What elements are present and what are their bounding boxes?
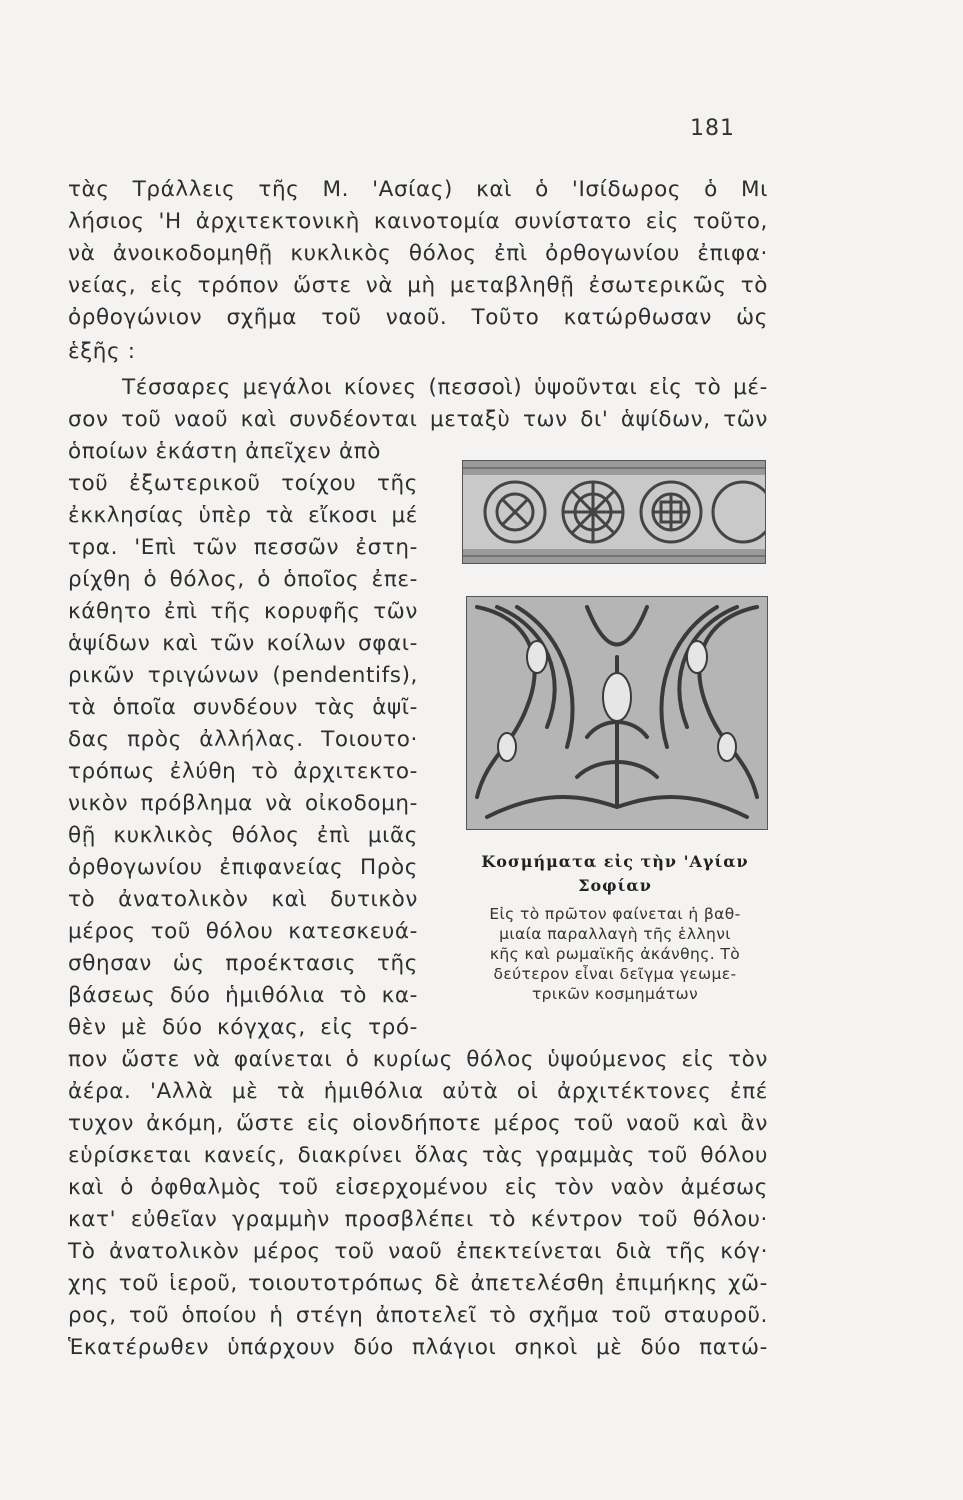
- text-line: νικὸν πρόβλημα νὰ οἰκοδομη-: [68, 791, 418, 816]
- text-line: ὀρθογώνιον σχῆμα τοῦ ναοῦ. Τοῦτο κατώρθωσαν ὡς: [68, 305, 768, 330]
- figure-caption-title: Σοφίαν: [578, 876, 652, 895]
- text-line: τοῦ ἐξωτερικοῦ τοίχου τῆς: [68, 471, 418, 496]
- text-line: ρικῶν τριγώνων (pendentifs),: [68, 663, 418, 688]
- text-line: τὸ ἀνατολικὸν καὶ δυτικὸν: [68, 887, 418, 912]
- page-number: 181: [690, 116, 735, 141]
- text-line: Τέσσαρες μεγάλοι κίονες (πεσσοὶ) ὑψοῦνται εἰς τὸ μέ-: [122, 375, 768, 400]
- text-line: ὀρθογωνίου ἐπιφανείας Πρὸς: [68, 855, 418, 880]
- text-line: θὲν μὲ δύο κόγχας, εἰς τρό-: [68, 1015, 418, 1040]
- text-line: πον ὥστε νὰ φαίνεται ὁ κυρίως θόλος ὑψούμενος εἰς τὸν: [68, 1047, 768, 1072]
- text-line: τὰ ὁποῖα συνδέουν τὰς ἁψῖ-: [68, 695, 418, 720]
- text-line: εὑρίσκεται κανείς, διακρίνει ὅλας τὰς γραμμὰς τοῦ θόλου: [68, 1143, 768, 1168]
- text-line: νὰ ἀνοικοδομηθῇ κυκλικὸς θόλος ἐπὶ ὀρθογωνίου ἐπιφα·: [68, 241, 768, 266]
- text-line: τρα. 'Επὶ τῶν πεσσῶν ἐστη-: [68, 535, 418, 560]
- text-line: βάσεως δύο ἡμιθόλια τὸ κα-: [68, 983, 418, 1008]
- text-line: δας πρὸς ἀλλήλας. Τοιουτο·: [68, 727, 418, 752]
- text-line: νείας, εἰς τρόπον ὥστε νὰ μὴ μεταβληθῇ ἐσωτερικῶς τὸ: [68, 273, 768, 298]
- text-line: ρος, τοῦ ὁποίου ἡ στέγη ἀποτελεῖ τὸ σχῆμα τοῦ σταυροῦ.: [68, 1303, 768, 1328]
- text-line: χης τοῦ ἱεροῦ, τοιουτοτρόπως δὲ ἀπετελέσθη ἐπιμήκης χῶ-: [68, 1271, 768, 1296]
- text-line: κατ' εὐθεῖαν γραμμὴν προσβλέπει τὸ κέντρον τοῦ θόλου·: [68, 1207, 768, 1232]
- text-line: Τὸ ἀνατολικὸν μέρος τοῦ ναοῦ ἐπεκτείνεται διὰ τῆς κόγ·: [68, 1239, 768, 1264]
- text-line: ἀέρα. 'Αλλὰ μὲ τὰ ἡμιθόλια αὐτὰ οἱ ἀρχιτέκτονες ἐπέ: [68, 1079, 768, 1104]
- text-line: Ἑκατέρωθεν ὑπάρχουν δύο πλάγιοι σηκοὶ μὲ δύο πατώ-: [68, 1335, 768, 1360]
- text-line: τὰς Τράλλεις τῆς Μ. 'Ασίας) καὶ ὁ 'Ισίδωρος ὁ Μι: [68, 177, 768, 202]
- figure-caption-text: μιαία παραλλαγὴ τῆς ἑλληνι: [499, 925, 731, 943]
- figure-caption-title: Κοσμήματα εἰς τὴν 'Αγίαν: [481, 852, 749, 871]
- text-line: ὁποίων ἑκάστη ἀπεῖχεν ἀπὸ: [68, 439, 382, 464]
- text-line: καὶ ὁ ὀφθαλμὸς τοῦ εἰσερχομένου εἰς τὸν ναὸν ἀμέσως: [68, 1175, 768, 1200]
- text-line: ρίχθη ὁ θόλος, ὁ ὁποῖος ἐπε-: [68, 567, 418, 592]
- text-line: τρόπως ἐλύθη τὸ ἀρχιτεκτο-: [68, 759, 418, 784]
- acanthus-relief-image: [466, 596, 768, 830]
- figure-caption-text: τρικῶν κοσμημάτων: [531, 985, 699, 1003]
- figure-caption-text: κῆς καὶ ρωμαϊκῆς ἀκάνθης. Τὸ: [489, 945, 741, 963]
- text-line: σθησαν ὡς προέκτασις τῆς: [68, 951, 418, 976]
- text-line: ἐκκλησίας ὑπὲρ τὰ εἴκοσι μέ: [68, 503, 418, 528]
- text-line: ἁψίδων καὶ τῶν κοίλων σφαι-: [68, 631, 418, 656]
- text-line: τυχον ἀκόμη, ὥστε εἰς οἱονδήποτε μέρος τοῦ ναοῦ καὶ ἂν: [68, 1111, 768, 1136]
- text-line: ἑξῆς :: [68, 339, 136, 364]
- text-line: μέρος τοῦ θόλου κατεσκευά-: [68, 919, 418, 944]
- figure-caption-text: δεύτερον εἶναι δεῖγμα γεωμε-: [493, 965, 737, 983]
- text-line: κάθητο ἐπὶ τῆς κορυφῆς τῶν: [68, 599, 418, 624]
- text-line: θῇ κυκλικὸς θόλος ἐπὶ μιᾶς: [68, 823, 418, 848]
- ornament-frieze-image: [462, 460, 766, 564]
- figure-caption-text: Εἰς τὸ πρῶτον φαίνεται ἡ βαθ-: [489, 905, 741, 923]
- text-line: σον τοῦ ναοῦ καὶ συνδέονται μεταξὺ των δι' ἁψίδων, τῶν: [68, 407, 768, 432]
- text-line: λήσιος 'Η ἀρχιτεκτονικὴ καινοτομία συνίστατο εἰς τοῦτο,: [68, 209, 768, 234]
